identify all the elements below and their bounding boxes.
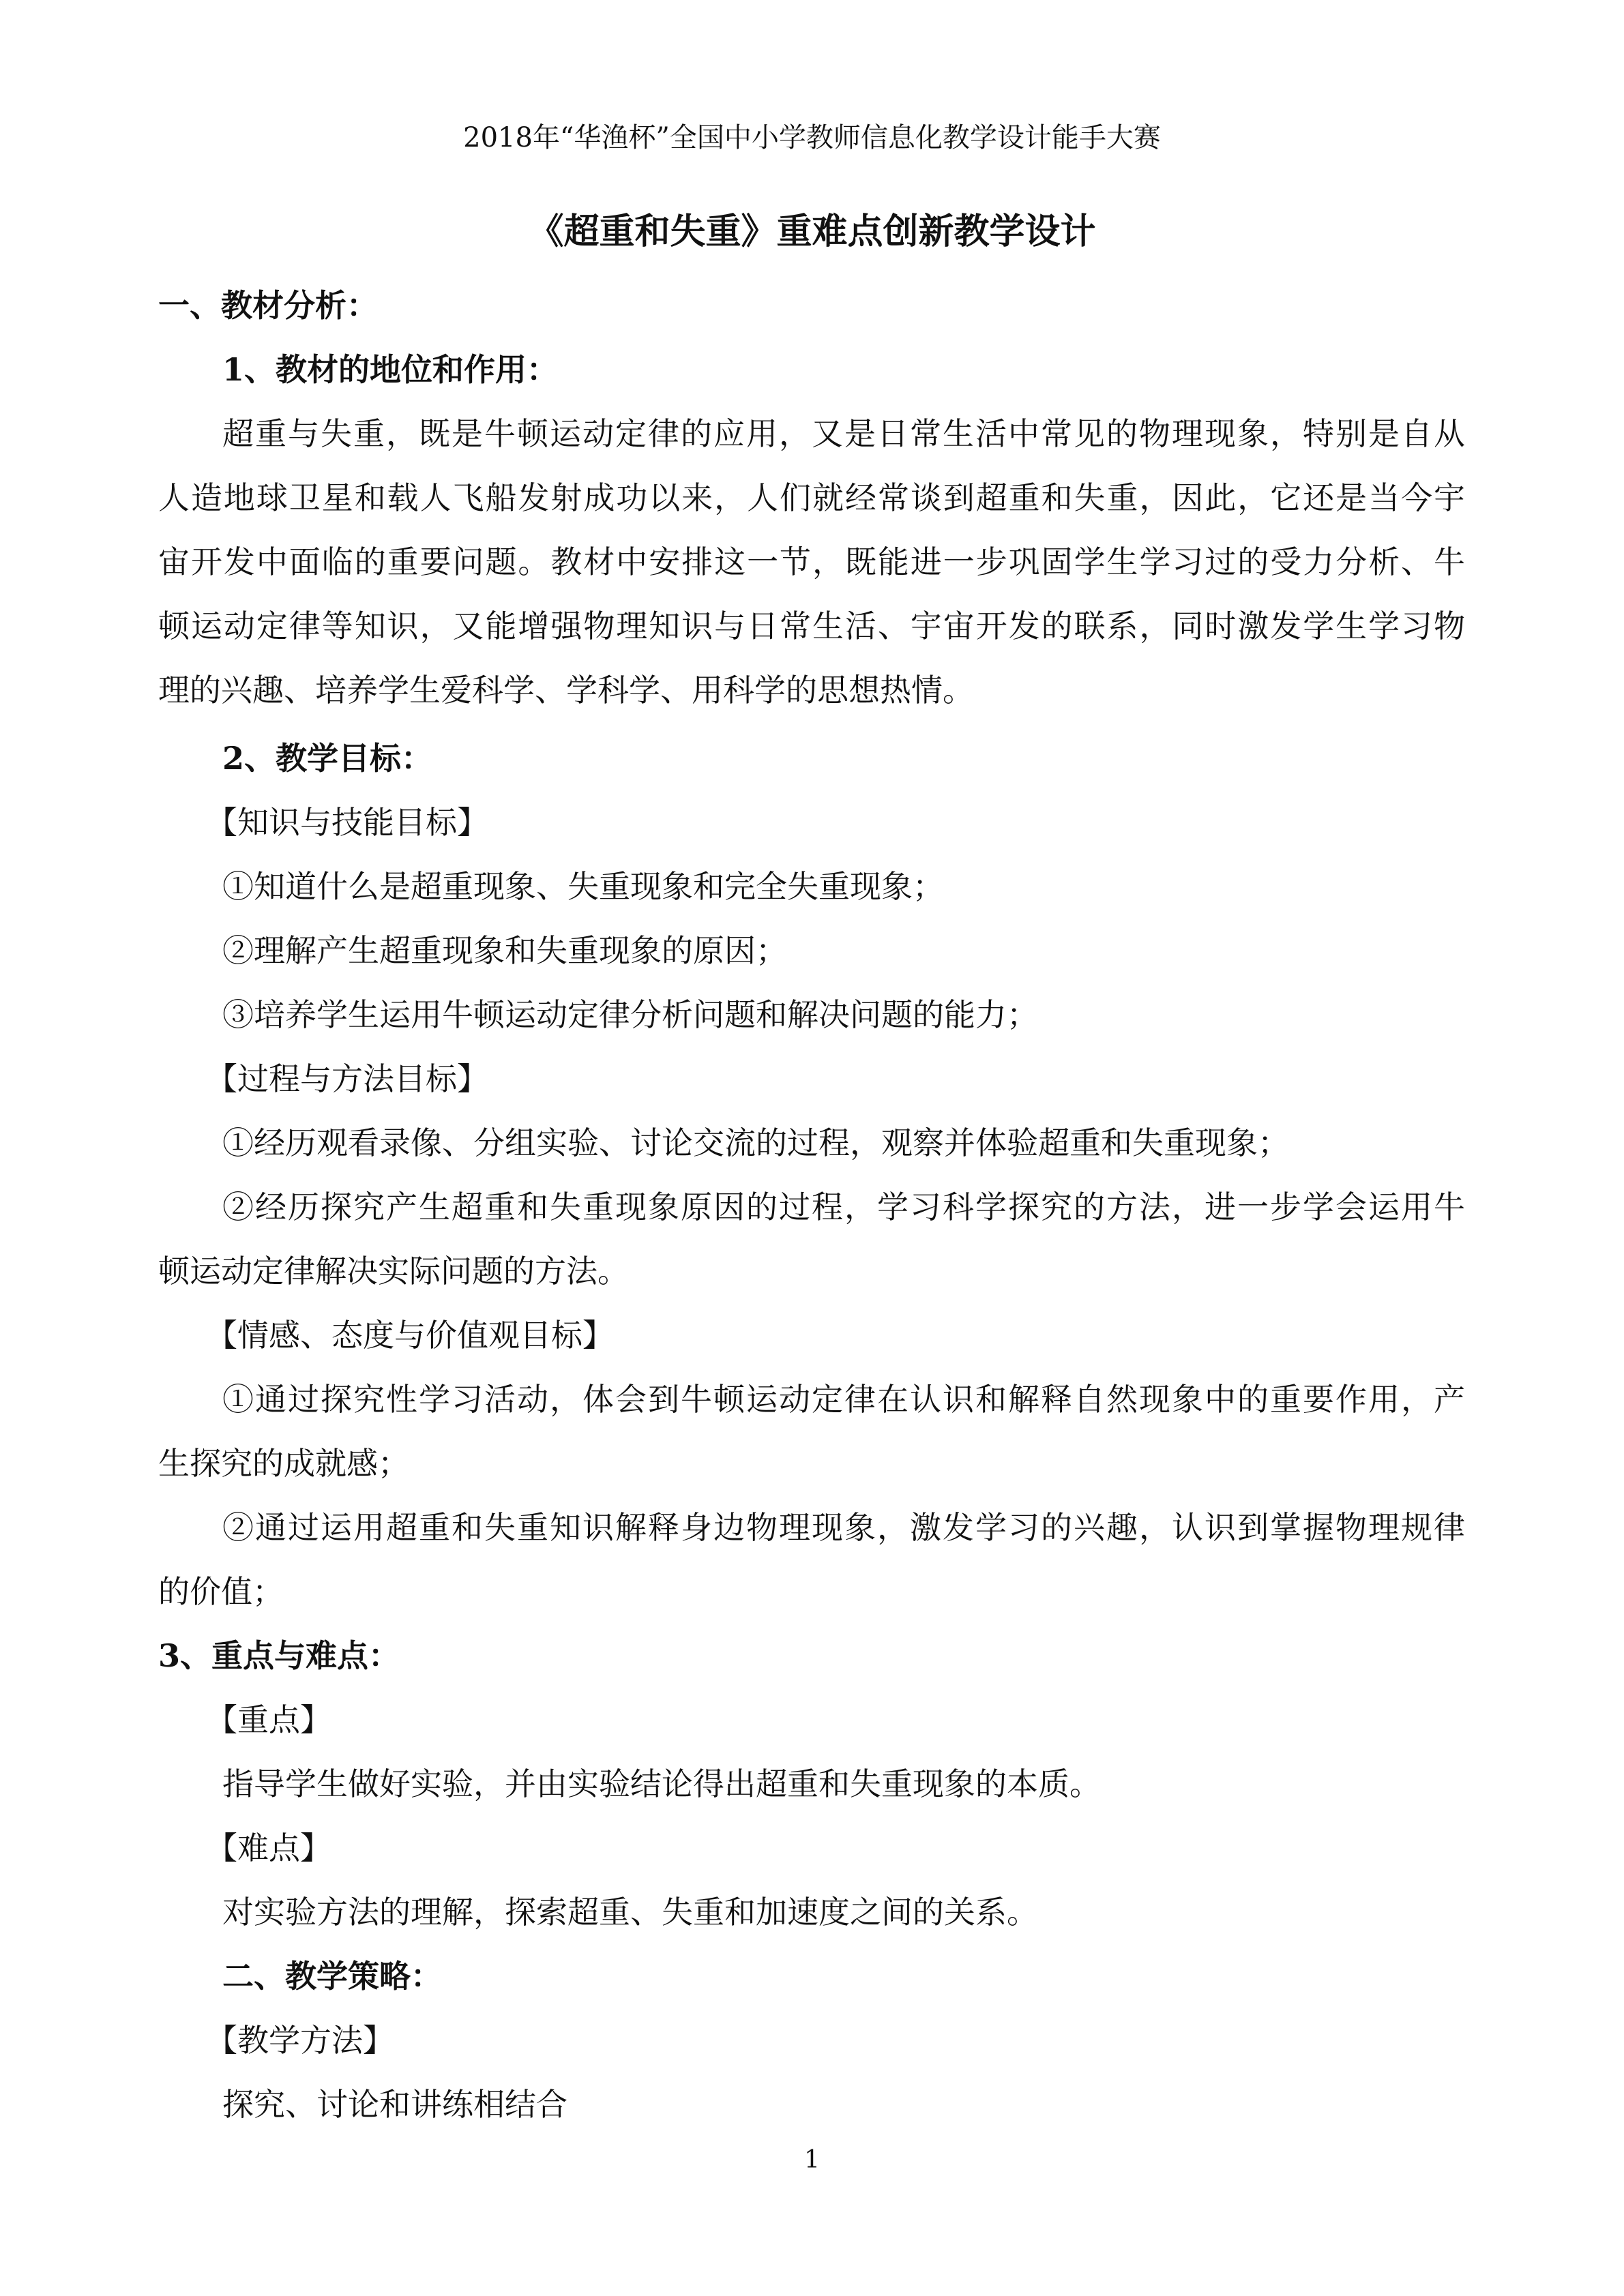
paragraph-line: 人造地球卫星和载人飞船发射成功以来，人们就经常谈到超重和失重，因此，它还是当今宇: [158, 479, 1465, 516]
paragraph-line: 顿运动定律等知识，又能增强物理知识与日常生活、宇宙开发的联系，同时激发学生学习物: [158, 608, 1465, 644]
paragraph-line: 理的兴趣、培养学生爱科学、学科学、用科学的思想热情。: [158, 672, 974, 709]
subheading-key-difficult: 3、重点与难点：: [158, 1637, 400, 1674]
emotion-item-line: ①通过探究性学习活动，体会到牛顿运动定律在认识和解释自然现象中的重要作用，产: [222, 1381, 1465, 1418]
page-number: 1: [804, 2146, 820, 2174]
emotion-item-line: ②通过运用超重和失重知识解释身边物理现象，激发学习的兴趣，认识到掌握物理规律: [222, 1509, 1465, 1546]
section-heading-textbook-analysis: 一、教材分析：: [158, 287, 378, 324]
process-item: ①经历观看录像、分组实验、讨论交流的过程，观察并体验超重和失重现象；: [222, 1124, 1289, 1161]
paragraph-line: 宙开发中面临的重要问题。教材中安排这一节，既能进一步巩固学生学习过的受力分析、牛: [158, 543, 1465, 580]
process-item-line: ②经历探究产生超重和失重现象原因的过程，学习科学探究的方法，进一步学会运用牛: [222, 1189, 1465, 1225]
knowledge-item: ③培养学生运用牛顿运动定律分析问题和解决问题的能力；: [222, 996, 1038, 1033]
paragraph-line: 超重与失重，既是牛顿运动定律的应用，又是日常生活中常见的物理现象，特别是自从: [222, 415, 1465, 452]
document-title: 《超重和失重》重难点创新教学设计: [528, 211, 1096, 252]
subheading-position-role: 1、教材的地位和作用：: [222, 351, 559, 388]
subheading-teaching-goals: 2、教学目标：: [222, 740, 433, 777]
difficult-point-text: 对实验方法的理解，探索超重、失重和加速度之间的关系。: [222, 1894, 1038, 1930]
key-point-text: 指导学生做好实验，并由实验结论得出超重和失重现象的本质。: [222, 1765, 1101, 1802]
difficult-point-label: 【难点】: [206, 1830, 331, 1866]
process-item-line: 顿运动定律解决实际问题的方法。: [158, 1253, 629, 1289]
knowledge-item: ①知道什么是超重现象、失重现象和完全失重现象；: [222, 868, 944, 905]
knowledge-item: ②理解产生超重现象和失重现象的原因；: [222, 932, 787, 969]
emotion-item-line: 的价值；: [158, 1573, 284, 1610]
teaching-method-text: 探究、讨论和讲练相结合: [222, 2086, 567, 2123]
emotion-item-line: 生探究的成就感；: [158, 1445, 409, 1482]
key-point-label: 【重点】: [206, 1701, 331, 1738]
competition-header: 2018年“华渔杯”全国中小学教师信息化教学设计能手大赛: [463, 122, 1161, 153]
teaching-method-label: 【教学方法】: [206, 2022, 394, 2059]
knowledge-skills-label: 【知识与技能目标】: [206, 804, 488, 841]
emotion-attitude-label: 【情感、态度与价值观目标】: [206, 1317, 614, 1354]
process-method-label: 【过程与方法目标】: [206, 1060, 488, 1097]
section-heading-teaching-strategy: 二、教学策略：: [222, 1958, 442, 1995]
